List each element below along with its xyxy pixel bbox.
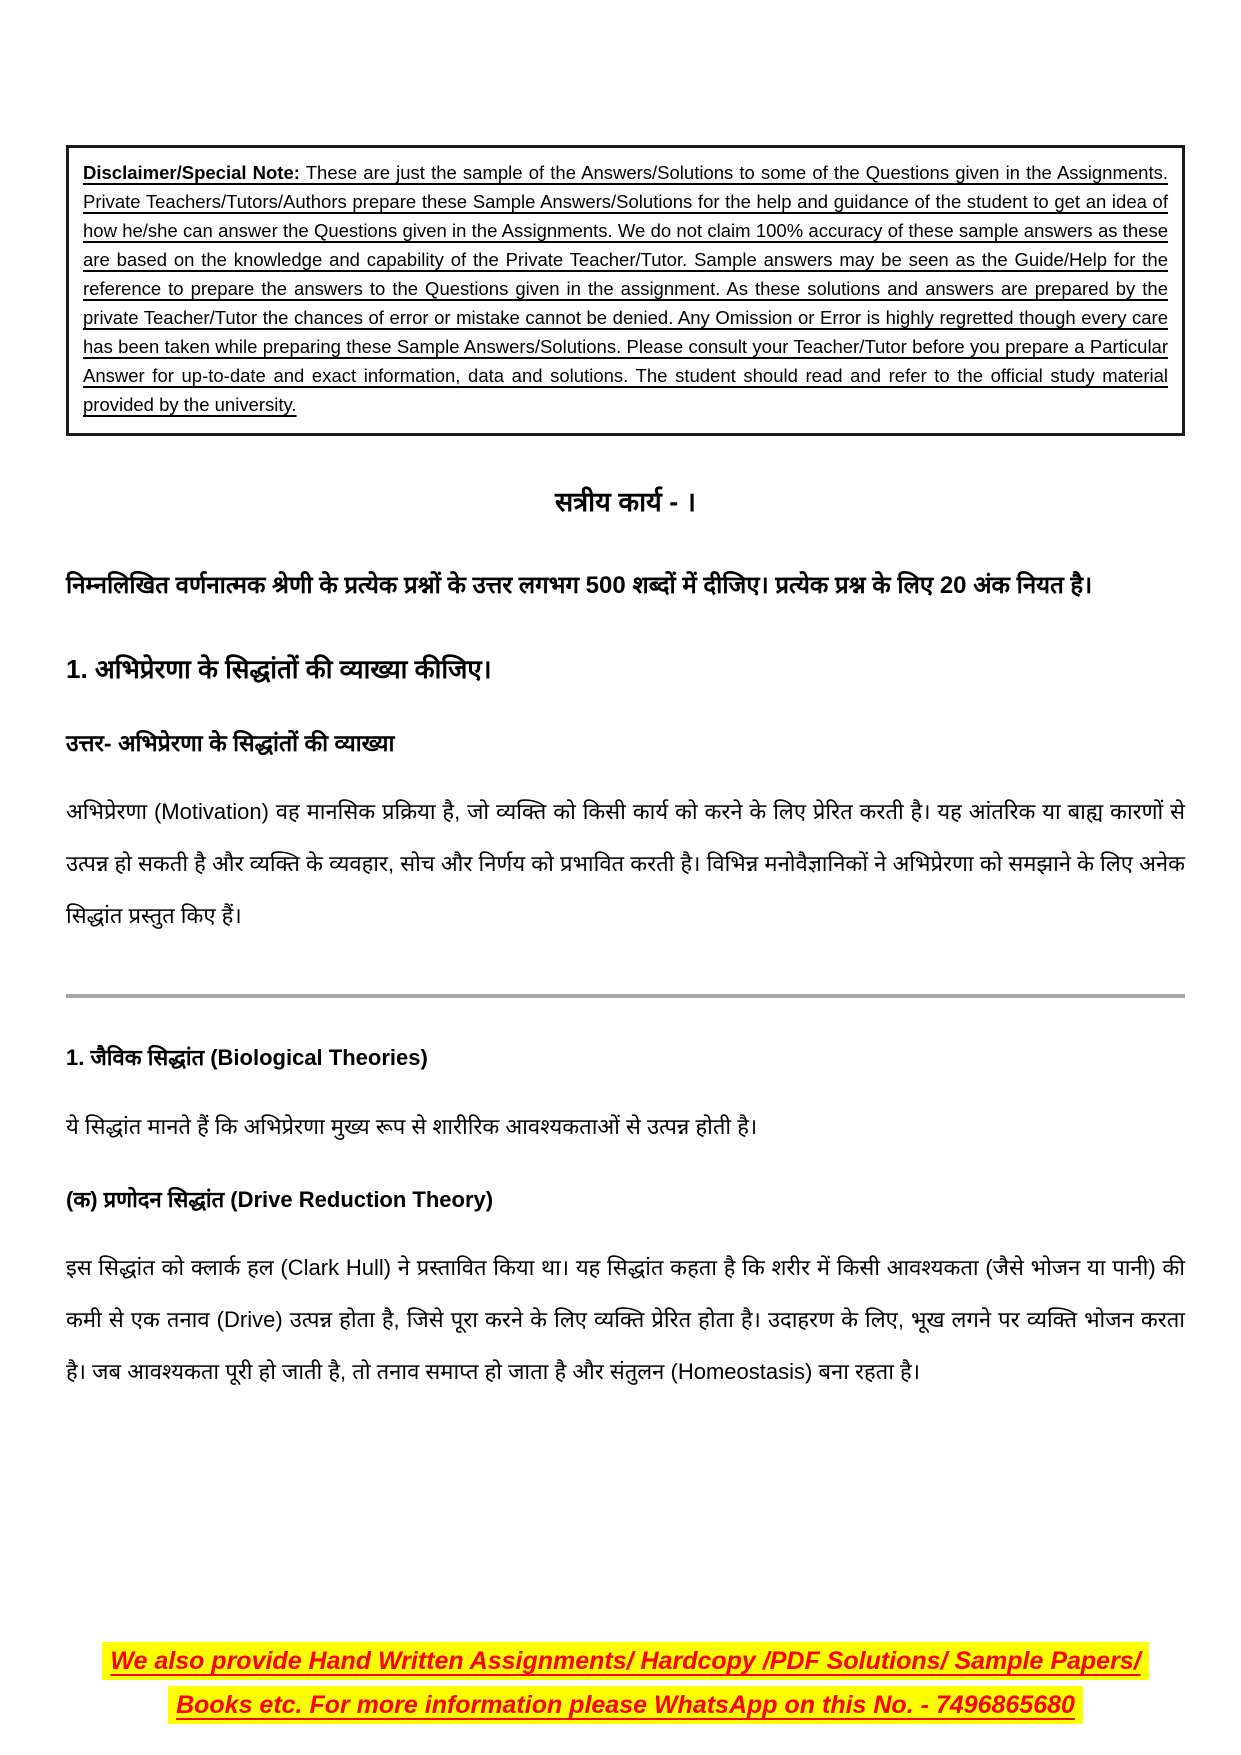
answer-intro-paragraph: अभिप्रेरणा (Motivation) वह मानसिक प्रक्रिया है, जो व्यक्ति को किसी कार्य को करने के लिए प्रेरित करती है। यह आंतरिक या बाह्य कारणों से उत्पन्न हो सकती है और व्यक्ति के व्यवहार, सोच और निर्णय को प्रभावित करती है। विभिन्न मनोवैज्ञानिकों ने अभिप्रेरणा को समझाने के लिए अनेक सिद्धांत प्रस्तुत किए हैं। xyxy=(66,799,1185,928)
drive-reduction-body: इस सिद्धांत को क्लार्क हल (Clark Hull) ने प्रस्तावित किया था। यह सिद्धांत कहता है कि शरीर में किसी आवश्यकता (जैसे भोजन या पानी) की कमी से एक तनाव (Drive) उत्पन्न होता है, जिसे पूरा करने के लिए व्यक्ति प्रेरित होता है। उदाहरण के लिए, भूख लगने पर व्यक्ति भोजन करता है। जब आवश्यकता पूरी हो जाती है, तो तनाव समाप्त हो जाता है और संतुलन (Homeostasis) बना रहता है। xyxy=(66,1255,1185,1384)
biological-theories-intro: ये सिद्धांत मानते हैं कि अभिप्रेरणा मुख्य रूप से शारीरिक आवश्यकताओं से उत्पन्न होती है। xyxy=(66,1114,758,1139)
disclaimer-label: Disclaimer/Special Note: xyxy=(83,162,300,183)
disclaimer-text xyxy=(83,158,1168,419)
section-divider xyxy=(66,994,1185,998)
assignment-instructions: निम्नलिखित वर्णनात्मक श्रेणी के प्रत्येक प्रश्नों के उत्तर लगभग 500 शब्दों में दीजिए। प्रत्येक प्रश्न के लिए 20 अंक नियत है। xyxy=(66,572,1093,599)
disclaimer-body: These are just the sample of the Answers/Solutions to some of the Questions given in the Assignments. Private Teachers/Tutors/Authors prepare these Sample Answers/Solutions for the help and guidance of the student to get an idea of how he/she can answer the Questions given in the Assignments. We do not claim 100% accuracy of these sample answers as these are based on the knowledge and capability of the Private Teacher/Tutor. Sample answers may be seen as the Guide/Help for the reference to prepare the answers to the Questions given in the assignment. As these solutions and answers are prepared by the private Teacher/Tutor the chances of error or mistake cannot be denied. Any Omission or Error is highly regretted though every care has been taken while preparing these Sample Answers/Solutions. Please consult your Teacher/Tutor before you prepare a Particular Answer for up-to-date and exact information, data and solutions. The student should read and refer to the official study material provided by the university. xyxy=(83,162,1168,415)
assignment-title: सत्रीय कार्य - । xyxy=(555,487,696,517)
answer-heading: उत्तर- अभिप्रेरणा के सिद्धांतों की व्याख्या xyxy=(66,730,395,756)
drive-reduction-heading: (क) प्रणोदन सिद्धांत (Drive Reduction Theory) xyxy=(66,1187,494,1212)
biological-theories-heading: 1. जैविक सिद्धांत (Biological Theories) xyxy=(66,1045,428,1070)
disclaimer-box xyxy=(66,145,1185,436)
question-1-heading: 1. अभिप्रेरणा के सिद्धांतों की व्याख्या कीजिए। xyxy=(66,654,492,684)
promo-footer-line2: Books etc. For more information please WhatsApp on this No. - 7496865680 xyxy=(168,1686,1083,1724)
promo-footer-line1: We also provide Hand Written Assignments/ Hardcopy /PDF Solutions/ Sample Papers/ xyxy=(102,1642,1148,1680)
promo-footer xyxy=(66,1639,1185,1727)
